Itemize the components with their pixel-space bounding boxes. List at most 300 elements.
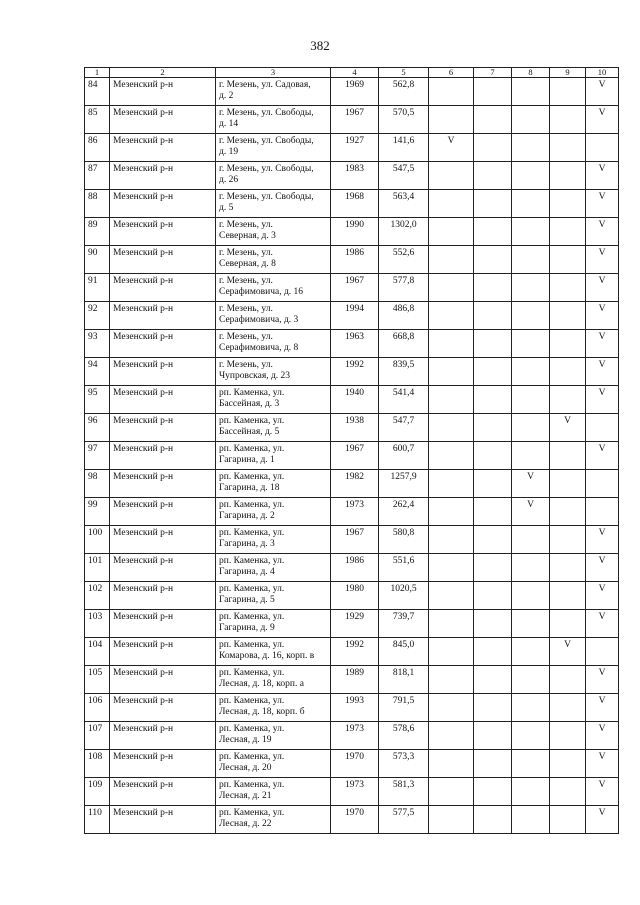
district-cell <box>110 386 216 414</box>
address-line-2: д. 2 <box>219 91 234 101</box>
mark-cell-8 <box>512 554 550 582</box>
address-cell <box>216 274 331 302</box>
row-number-text: 103 <box>88 612 103 622</box>
mark-cell-9 <box>550 442 586 470</box>
row-number-text: 107 <box>88 724 103 734</box>
mark-cell-7 <box>474 526 512 554</box>
address-line-2: д. 26 <box>219 175 239 185</box>
address-cell <box>216 498 331 526</box>
check-mark: V <box>598 360 606 370</box>
area-cell <box>379 414 429 442</box>
housing-register-table <box>84 67 619 834</box>
year-cell <box>331 638 379 666</box>
district-text: Мезенский р-н <box>113 584 174 594</box>
mark-cell-9 <box>550 694 586 722</box>
year-cell <box>331 442 379 470</box>
district-text: Мезенский р-н <box>113 276 174 286</box>
address-cell <box>216 330 331 358</box>
area-text: 562,8 <box>392 80 415 90</box>
table-row <box>85 722 619 750</box>
check-mark: V <box>598 444 606 454</box>
year-text: 1968 <box>345 192 364 202</box>
area-cell <box>379 302 429 330</box>
row-number-text: 94 <box>88 360 98 370</box>
mark-cell-6 <box>429 274 474 302</box>
area-text: 141,6 <box>392 136 415 146</box>
area-text: 1302,0 <box>390 220 417 230</box>
mark-cell-7 <box>474 246 512 274</box>
row-number <box>85 750 110 778</box>
year-cell <box>331 470 379 498</box>
district-cell <box>110 750 216 778</box>
mark-cell-6 <box>429 106 474 134</box>
check-mark: V <box>598 388 606 398</box>
address-line-2: Гагарина, д. 2 <box>219 511 275 521</box>
address-line-1: рп. Каменка, ул. <box>219 668 285 678</box>
year-cell <box>331 750 379 778</box>
district-text: Мезенский р-н <box>113 472 174 482</box>
mark-cell-8 <box>512 246 550 274</box>
mark-cell-6 <box>429 218 474 246</box>
row-number <box>85 582 110 610</box>
table-row <box>85 246 619 274</box>
area-text: 541,4 <box>392 388 415 398</box>
address-line-2: Бассейная, д. 3 <box>219 399 280 409</box>
mark-cell-9 <box>550 386 586 414</box>
district-text: Мезенский р-н <box>113 640 174 650</box>
mark-cell-6 <box>429 442 474 470</box>
address-cell <box>216 442 331 470</box>
year-cell <box>331 246 379 274</box>
row-number <box>85 190 110 218</box>
mark-cell-8 <box>512 498 550 526</box>
mark-cell-8 <box>512 750 550 778</box>
table-row <box>85 330 619 358</box>
mark-cell-9 <box>550 750 586 778</box>
mark-cell-10 <box>586 190 619 218</box>
mark-cell-7 <box>474 582 512 610</box>
year-cell <box>331 414 379 442</box>
district-cell <box>110 218 216 246</box>
mark-cell-8 <box>512 386 550 414</box>
row-number <box>85 246 110 274</box>
mark-cell-9 <box>550 638 586 666</box>
row-number <box>85 302 110 330</box>
mark-cell-6 <box>429 470 474 498</box>
address-line-2: Гагарина, д. 1 <box>219 455 275 465</box>
area-text: 262,4 <box>392 500 415 510</box>
district-cell <box>110 190 216 218</box>
year-text: 1967 <box>345 108 364 118</box>
area-text: 581,3 <box>392 780 415 790</box>
address-line-2: Комарова, д. 16, корп. в <box>219 651 315 661</box>
area-text: 570,5 <box>392 108 415 118</box>
mark-cell-10 <box>586 162 619 190</box>
area-text: 547,7 <box>392 416 415 426</box>
year-text: 1927 <box>345 136 364 146</box>
row-number <box>85 722 110 750</box>
check-mark: V <box>598 696 606 706</box>
year-cell <box>331 526 379 554</box>
check-mark: V <box>564 416 571 426</box>
address-line-2: Гагарина, д. 3 <box>219 539 275 549</box>
check-mark: V <box>598 80 606 90</box>
mark-cell-7 <box>474 302 512 330</box>
year-text: 1989 <box>345 668 364 678</box>
mark-cell-7 <box>474 750 512 778</box>
row-number <box>85 442 110 470</box>
area-cell <box>379 722 429 750</box>
year-cell <box>331 330 379 358</box>
mark-cell-9 <box>550 78 586 106</box>
mark-cell-8 <box>512 78 550 106</box>
row-number-text: 104 <box>88 640 103 650</box>
row-number-text: 86 <box>88 136 98 146</box>
row-number-text: 88 <box>88 192 98 202</box>
table-row <box>85 134 619 162</box>
area-cell <box>379 134 429 162</box>
mark-cell-7 <box>474 470 512 498</box>
mark-cell-8 <box>512 330 550 358</box>
mark-cell-9 <box>550 302 586 330</box>
row-number <box>85 274 110 302</box>
address-line-1: рп. Каменка, ул. <box>219 752 285 762</box>
year-text: 1929 <box>345 612 364 622</box>
mark-cell-8 <box>512 106 550 134</box>
page-number: 382 <box>310 38 330 53</box>
year-text: 1938 <box>345 416 364 426</box>
address-cell <box>216 610 331 638</box>
mark-cell-9 <box>550 134 586 162</box>
year-cell <box>331 666 379 694</box>
year-text: 1967 <box>345 444 364 454</box>
column-header: 8 <box>512 68 550 78</box>
address-line-1: рп. Каменка, ул. <box>219 640 285 650</box>
row-number <box>85 526 110 554</box>
area-text: 1257,9 <box>390 472 417 482</box>
mark-cell-10 <box>586 470 619 498</box>
district-text: Мезенский р-н <box>113 528 174 538</box>
area-text: 563,4 <box>392 192 415 202</box>
mark-cell-7 <box>474 666 512 694</box>
area-cell <box>379 610 429 638</box>
year-text: 1973 <box>345 780 364 790</box>
district-cell <box>110 162 216 190</box>
mark-cell-9 <box>550 554 586 582</box>
column-header: 2 <box>110 68 216 78</box>
check-mark: V <box>598 304 606 314</box>
mark-cell-10 <box>586 722 619 750</box>
area-cell <box>379 582 429 610</box>
check-mark: V <box>598 528 606 538</box>
district-text: Мезенский р-н <box>113 668 174 678</box>
mark-cell-10 <box>586 442 619 470</box>
mark-cell-6 <box>429 190 474 218</box>
mark-cell-9 <box>550 582 586 610</box>
mark-cell-7 <box>474 162 512 190</box>
year-cell <box>331 554 379 582</box>
district-cell <box>110 694 216 722</box>
address-cell <box>216 134 331 162</box>
district-cell <box>110 778 216 806</box>
mark-cell-10 <box>586 330 619 358</box>
area-cell <box>379 358 429 386</box>
address-cell <box>216 722 331 750</box>
mark-cell-6 <box>429 638 474 666</box>
district-text: Мезенский р-н <box>113 360 174 370</box>
check-mark: V <box>564 640 571 650</box>
row-number <box>85 470 110 498</box>
mark-cell-8 <box>512 694 550 722</box>
mark-cell-6 <box>429 358 474 386</box>
check-mark: V <box>598 556 606 566</box>
year-text: 1967 <box>345 528 364 538</box>
column-header: 4 <box>331 68 379 78</box>
address-line-2: Чупровская, д. 23 <box>219 371 291 381</box>
row-number <box>85 806 110 834</box>
address-line-2: Лесная, д. 20 <box>219 763 272 773</box>
mark-cell-6 <box>429 246 474 274</box>
table-row <box>85 778 619 806</box>
mark-cell-10 <box>586 638 619 666</box>
area-cell <box>379 778 429 806</box>
district-text: Мезенский р-н <box>113 80 174 90</box>
mark-cell-7 <box>474 78 512 106</box>
check-mark: V <box>598 248 606 258</box>
mark-cell-10 <box>586 806 619 834</box>
check-mark: V <box>527 472 534 482</box>
year-text: 1990 <box>345 220 364 230</box>
mark-cell-6 <box>429 414 474 442</box>
address-line-1: г. Мезень, ул. <box>219 248 273 258</box>
mark-cell-6 <box>429 134 474 162</box>
year-cell <box>331 190 379 218</box>
year-text: 1970 <box>345 808 364 818</box>
year-text: 1973 <box>345 724 364 734</box>
mark-cell-8 <box>512 722 550 750</box>
mark-cell-6 <box>429 526 474 554</box>
district-cell <box>110 722 216 750</box>
district-text: Мезенский р-н <box>113 724 174 734</box>
mark-cell-6 <box>429 750 474 778</box>
district-text: Мезенский р-н <box>113 612 174 622</box>
mark-cell-6 <box>429 302 474 330</box>
area-cell <box>379 694 429 722</box>
check-mark: V <box>598 108 606 118</box>
address-line-1: г. Мезень, ул. Свободы, <box>219 108 314 118</box>
area-cell <box>379 386 429 414</box>
row-number <box>85 498 110 526</box>
row-number-text: 101 <box>88 556 103 566</box>
district-cell <box>110 414 216 442</box>
row-number-text: 93 <box>88 332 98 342</box>
row-number <box>85 106 110 134</box>
area-cell <box>379 162 429 190</box>
column-header: 1 <box>85 68 110 78</box>
address-cell <box>216 554 331 582</box>
year-cell <box>331 498 379 526</box>
area-cell <box>379 274 429 302</box>
address-line-1: рп. Каменка, ул. <box>219 696 285 706</box>
address-cell <box>216 750 331 778</box>
address-line-2: Серафимовича, д. 8 <box>219 343 299 353</box>
address-cell <box>216 358 331 386</box>
mark-cell-7 <box>474 638 512 666</box>
mark-cell-7 <box>474 274 512 302</box>
check-mark: V <box>598 220 606 230</box>
check-mark: V <box>598 192 606 202</box>
address-line-1: рп. Каменка, ул. <box>219 724 285 734</box>
row-number <box>85 610 110 638</box>
address-line-1: рп. Каменка, ул. <box>219 388 285 398</box>
area-cell <box>379 190 429 218</box>
check-mark: V <box>598 724 606 734</box>
mark-cell-6 <box>429 554 474 582</box>
row-number <box>85 78 110 106</box>
area-text: 552,6 <box>392 248 415 258</box>
address-line-1: г. Мезень, ул. <box>219 276 273 286</box>
district-text: Мезенский р-н <box>113 248 174 258</box>
address-line-1: рп. Каменка, ул. <box>219 416 285 426</box>
mark-cell-8 <box>512 414 550 442</box>
table-row <box>85 302 619 330</box>
address-line-2: д. 14 <box>219 119 239 129</box>
row-number-text: 97 <box>88 444 98 454</box>
area-text: 791,5 <box>392 696 415 706</box>
row-number-text: 99 <box>88 500 98 510</box>
address-cell <box>216 386 331 414</box>
year-text: 1967 <box>345 276 364 286</box>
mark-cell-10 <box>586 610 619 638</box>
mark-cell-9 <box>550 666 586 694</box>
mark-cell-6 <box>429 78 474 106</box>
row-number-text: 100 <box>88 528 103 538</box>
year-text: 1940 <box>345 388 364 398</box>
row-number <box>85 778 110 806</box>
mark-cell-10 <box>586 302 619 330</box>
address-cell <box>216 694 331 722</box>
district-text: Мезенский р-н <box>113 752 174 762</box>
mark-cell-7 <box>474 330 512 358</box>
mark-cell-9 <box>550 414 586 442</box>
district-cell <box>110 526 216 554</box>
row-number-text: 110 <box>88 808 102 818</box>
mark-cell-10 <box>586 386 619 414</box>
address-line-2: д. 19 <box>219 147 239 157</box>
district-text: Мезенский р-н <box>113 500 174 510</box>
district-text: Мезенский р-н <box>113 388 174 398</box>
column-header: 3 <box>216 68 331 78</box>
table-row <box>85 190 619 218</box>
table-row <box>85 638 619 666</box>
area-cell <box>379 554 429 582</box>
area-text: 739,7 <box>392 612 415 622</box>
mark-cell-8 <box>512 806 550 834</box>
mark-cell-10 <box>586 666 619 694</box>
row-number-text: 105 <box>88 668 103 678</box>
row-number-text: 102 <box>88 584 103 594</box>
mark-cell-9 <box>550 330 586 358</box>
year-cell <box>331 218 379 246</box>
mark-cell-10 <box>586 750 619 778</box>
check-mark: V <box>598 584 606 594</box>
mark-cell-7 <box>474 778 512 806</box>
district-text: Мезенский р-н <box>113 444 174 454</box>
area-cell <box>379 806 429 834</box>
mark-cell-6 <box>429 778 474 806</box>
table-row <box>85 78 619 106</box>
district-text: Мезенский р-н <box>113 220 174 230</box>
mark-cell-6 <box>429 694 474 722</box>
mark-cell-6 <box>429 806 474 834</box>
mark-cell-9 <box>550 722 586 750</box>
mark-cell-9 <box>550 106 586 134</box>
area-cell <box>379 526 429 554</box>
table-row <box>85 414 619 442</box>
district-cell <box>110 806 216 834</box>
district-cell <box>110 274 216 302</box>
year-text: 1994 <box>345 304 364 314</box>
address-cell <box>216 246 331 274</box>
row-number-text: 98 <box>88 472 98 482</box>
table-row <box>85 442 619 470</box>
mark-cell-10 <box>586 554 619 582</box>
address-line-1: г. Мезень, ул. <box>219 220 273 230</box>
table-row <box>85 582 619 610</box>
address-line-1: рп. Каменка, ул. <box>219 556 285 566</box>
table-row <box>85 358 619 386</box>
address-line-1: г. Мезень, ул. <box>219 304 273 314</box>
year-cell <box>331 694 379 722</box>
year-text: 1963 <box>345 332 364 342</box>
year-text: 1980 <box>345 584 364 594</box>
address-cell <box>216 78 331 106</box>
address-line-2: Северная, д. 3 <box>219 231 276 241</box>
area-text: 818,1 <box>392 668 415 678</box>
row-number <box>85 386 110 414</box>
check-mark: V <box>447 136 455 146</box>
mark-cell-10 <box>586 694 619 722</box>
address-line-1: рп. Каменка, ул. <box>219 528 285 538</box>
address-line-2: Лесная, д. 18, корп. а <box>219 679 304 689</box>
mark-cell-7 <box>474 442 512 470</box>
address-line-1: рп. Каменка, ул. <box>219 472 285 482</box>
area-text: 577,5 <box>392 808 415 818</box>
district-text: Мезенский р-н <box>113 556 174 566</box>
address-cell <box>216 302 331 330</box>
address-line-1: г. Мезень, ул. Свободы, <box>219 192 314 202</box>
address-line-1: г. Мезень, ул. Свободы, <box>219 136 314 146</box>
mark-cell-8 <box>512 610 550 638</box>
mark-cell-9 <box>550 274 586 302</box>
mark-cell-9 <box>550 162 586 190</box>
area-cell <box>379 666 429 694</box>
column-header: 6 <box>429 68 474 78</box>
district-cell <box>110 246 216 274</box>
area-cell <box>379 246 429 274</box>
district-text: Мезенский р-н <box>113 164 174 174</box>
mark-cell-9 <box>550 526 586 554</box>
check-mark: V <box>598 276 606 286</box>
column-number-row <box>85 68 619 78</box>
row-number-text: 90 <box>88 248 98 258</box>
district-cell <box>110 470 216 498</box>
check-mark: V <box>598 808 606 818</box>
area-cell <box>379 442 429 470</box>
address-line-2: д. 5 <box>219 203 234 213</box>
row-number <box>85 358 110 386</box>
year-text: 1983 <box>345 164 364 174</box>
